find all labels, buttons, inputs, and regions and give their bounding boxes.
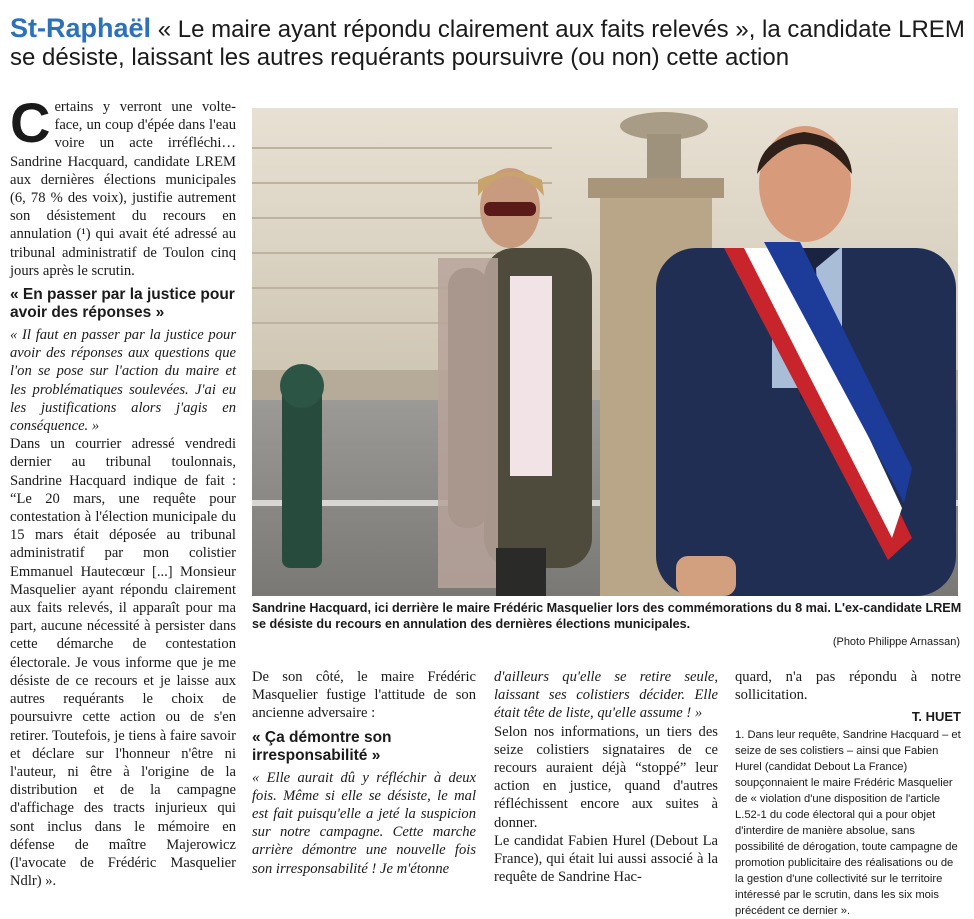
column-1 bbox=[10, 91, 236, 890]
headline-text: « Le maire ayant répondu clairement aux faits relevés », la candidate LREM se désiste, laissant les autres requérants poursuivre (ou non) cette action bbox=[10, 16, 965, 71]
hurel-paragraph-end: quard, n'a pas répondu à notre sollicitation. bbox=[735, 669, 961, 704]
article-photo bbox=[252, 108, 958, 596]
column-3 bbox=[494, 668, 718, 886]
photo-caption: Sandrine Hacquard, ici derrière le maire Frédéric Masquelier lors des commémorations du 8 mai. L'ex-candidate LREM se désiste du recours en annulation des dernières élections municipales. bbox=[252, 601, 962, 631]
footnote: 1. Dans leur requête, Sandrine Hacquard – et seize de ses colistiers – ainsi que Fabien Hurel (candidat Debout La France) soupçonnaient le maire Frédéric Masquelier de « violation d'une disposition de l'article L.52-1 du code électoral qui a pour objet d'interdire de manière absolue, sans possibilité de dérogation, toute campagne de promotion publicitaire des réalisations ou de la gestion d'une collectivité sur le territoire intéressé par le scrutin, dans les six mois précédent ce dernier ». bbox=[735, 728, 961, 917]
intro-text: ertains y verront une volte-face, un coup d'épée dans l'eau voire un acte irréfléchi… Sandrine Hacquard, candidate LREM aux dernières élections municipales (6, 78 % des voix), justifie autrement son désistement du recours en annulation (¹) qui avait été adressé au tribunal administratif de Toulon cinq jours après le scrutin. bbox=[10, 99, 236, 279]
subhead-irresponsabilite: « Ça démontre son irresponsabilité » bbox=[252, 728, 392, 764]
mayor-quote: « Elle aurait dû y réfléchir à deux fois. Même si elle se désiste, le mal est fait puisqu'elle a jeté la suspicion sur notre campagne. Cette marche arrière démontre une nouvelle fois son irresponsabilité ! Je m'étonne bbox=[252, 769, 476, 877]
quote-justice: « Il faut en passer par la justice pour avoir des réponses aux questions que l'on se pose sur l'action du maire et les problématiques soulevées. J'ai eu les justifications alors j'agis en conséquence. » bbox=[10, 327, 236, 435]
letter-paragraph: Dans un courrier adressé vendredi dernier au tribunal toulonnais, Sandrine Hacquard indique de fait : “Le 20 mars, une requête pour contestation à l'élection municipale du 15 mars était déposée au tribunal administratif par mon colistier Emmanuel Hautecœur [...] Monsieur Masquelier ayant répondu clairement aux faits relevés, il apparaît pour ma part, aucune nécessité à persister dans cette démarche de contestation électorale. Je vous informe que je me désiste de ce recours et je laisse aux autres requérants le choix de poursuivre cette action ou de s'en retirer. Toutefois, je tiens à faire savoir et déclare sur l'honneur n'être ni l'auteur, ni être à l'origine de la distribution et de la campagne d'affichage des tracts injurieux qui sont inclus dans le mémoire en défense de maître Majerowicz (l'avocate de Frédéric Masquelier Ndlr) ». bbox=[10, 436, 236, 890]
column-4 bbox=[735, 668, 961, 919]
photo-illustration bbox=[252, 108, 958, 596]
intro-paragraph bbox=[10, 91, 236, 280]
subhead-justice: « En passer par la justice pour avoir des réponses » bbox=[10, 286, 235, 322]
author-signature: T. HUET bbox=[911, 709, 961, 725]
mayor-paragraph: De son côté, le maire Frédéric Masquelier fustige l'attitude de son ancienne adversaire : bbox=[252, 669, 476, 722]
hurel-paragraph: Le candidat Fabien Hurel (Debout La France), qui était lui aussi associé à la requête de Sandrine Hac- bbox=[494, 832, 718, 886]
colistiers-paragraph: Selon nos informations, un tiers des seize colistiers signataires de ce recours auraient déjà “stoppé” leur action en justice, quand d'autres réfléchissent encore aux suites à donner. bbox=[494, 723, 718, 831]
column-2 bbox=[252, 668, 476, 878]
headline bbox=[10, 14, 968, 72]
mayor-quote-end: d'ailleurs qu'elle se retire seule, laissant ses colistiers décider. Elle était tête de liste, qu'elle assume ! » bbox=[494, 669, 718, 722]
photo-credit: (Photo Philippe Arnassan) bbox=[832, 636, 960, 648]
drop-cap: C bbox=[10, 91, 51, 154]
headline-kicker: St-Raphaël bbox=[10, 13, 152, 43]
